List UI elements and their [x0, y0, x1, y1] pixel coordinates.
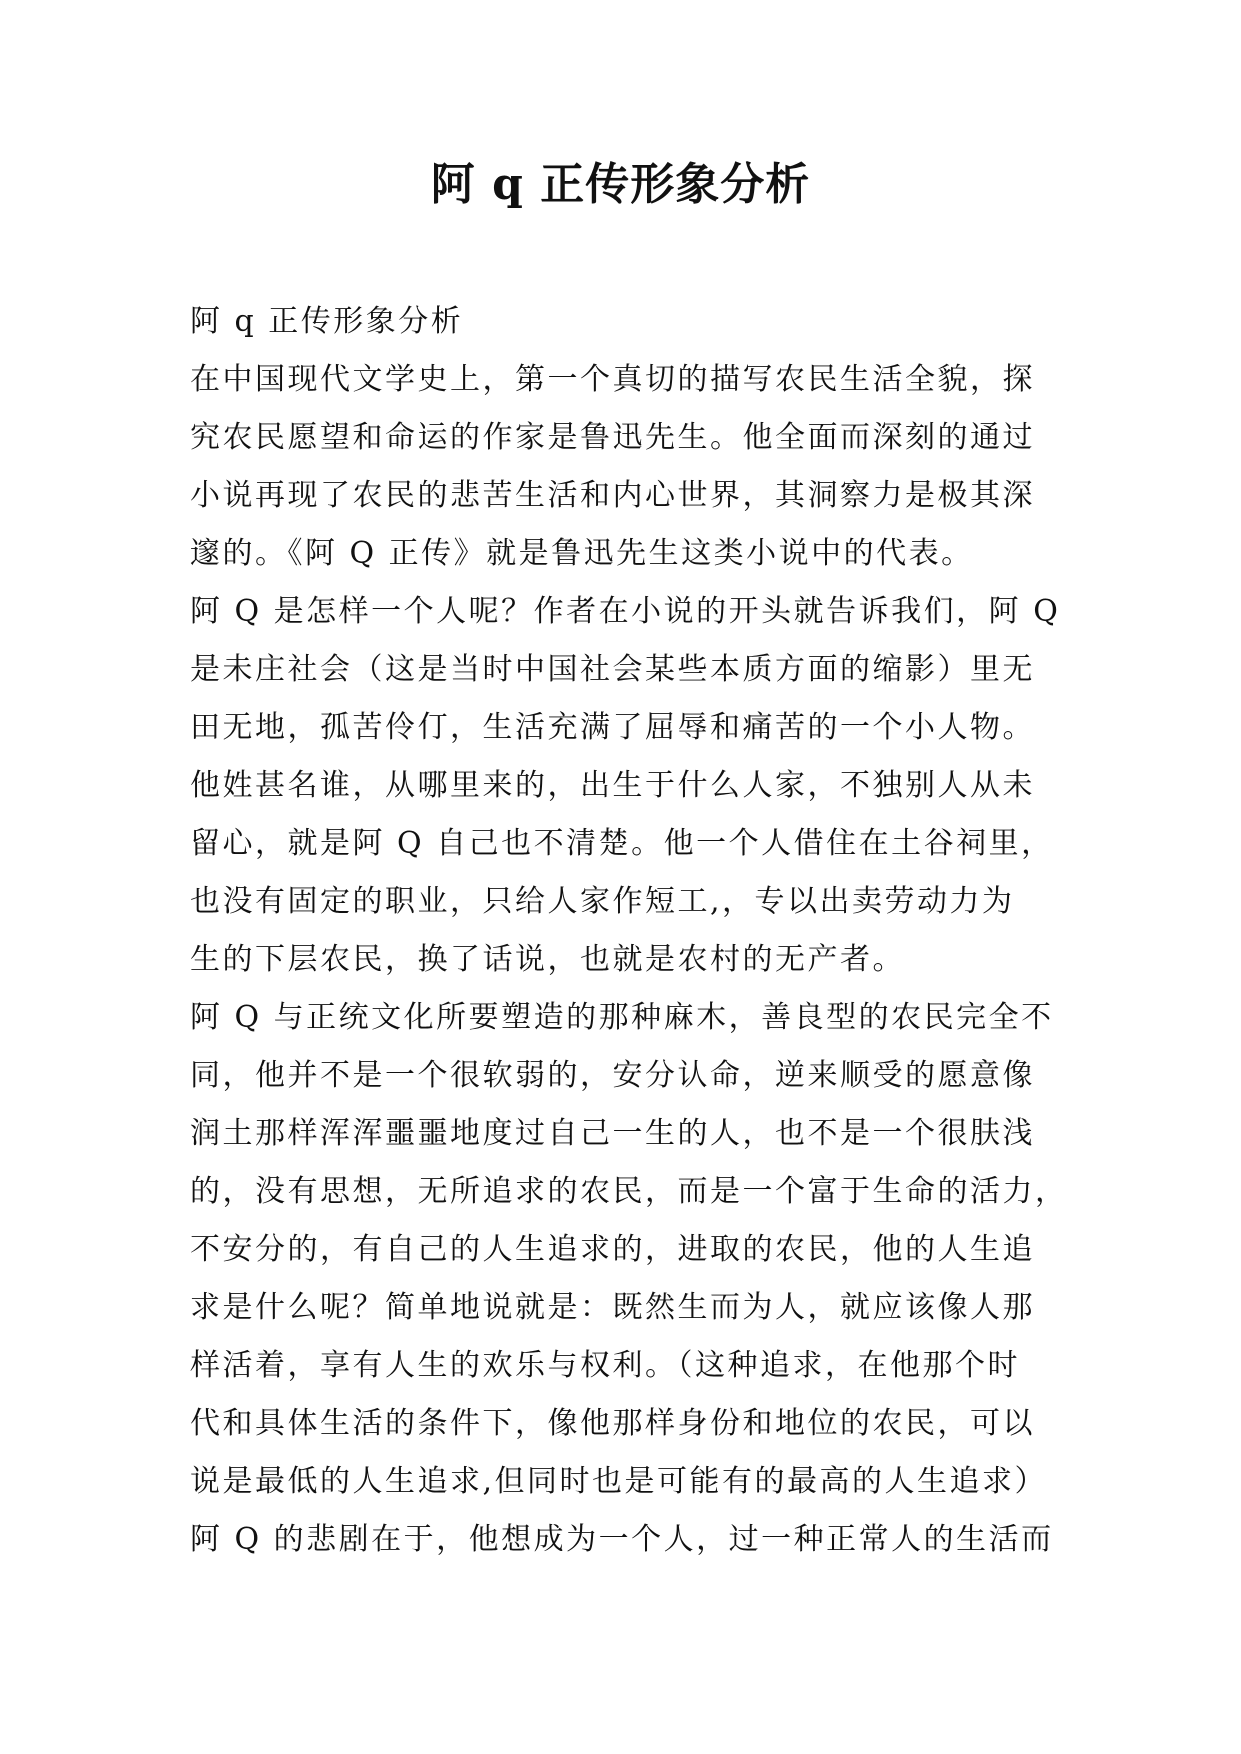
- document-body: [190, 293, 1070, 1569]
- text-line: 求是什么呢？简单地说就是：既然生而为人，就应该像人那: [190, 1290, 1035, 1325]
- text-line: 阿 Q 与正统文化所要塑造的那种麻木，善良型的农民完全不: [190, 1000, 1054, 1035]
- text-line: 小说再现了农民的悲苦生活和内心世界，其洞察力是极其深: [190, 478, 1035, 513]
- text-line: 代和具体生活的条件下，像他那样身份和地位的农民，可以: [190, 1406, 1035, 1441]
- text-line: 他姓甚名谁，从哪里来的，出生于什么人家，不独别人从未: [190, 768, 1035, 803]
- text-line: 润土那样浑浑噩噩地度过自己一生的人，也不是一个很肤浅: [190, 1116, 1035, 1151]
- text-line: 阿 q 正传形象分析: [190, 304, 464, 339]
- text-line: 田无地，孤苦伶仃，生活充满了屈辱和痛苦的一个小人物。: [190, 710, 1035, 745]
- text-line: 样活着，享有人生的欢乐与权利。（这种追求，在他那个时: [190, 1348, 1020, 1383]
- text-line: 邃的。《阿 Q 正传》就是鲁迅先生这类小说中的代表。: [190, 536, 974, 571]
- text-line: 是未庄社会（这是当时中国社会某些本质方面的缩影）里无: [190, 652, 1035, 687]
- document-title: 阿 q 正传形象分析: [430, 159, 811, 210]
- text-line: 生的下层农民，换了话说，也就是农村的无产者。: [190, 942, 905, 977]
- text-line: 究农民愿望和命运的作家是鲁迅先生。他全面而深刻的通过: [190, 420, 1035, 455]
- text-line: 说是最低的人生追求,但同时也是可能有的最高的人生追求）: [190, 1464, 1048, 1499]
- text-line: 留心，就是阿 Q 自己也不清楚。他一个人借住在土谷祠里，: [190, 826, 1054, 861]
- text-line: 的，没有思想，无所追求的农民，而是一个富于生命的活力，: [190, 1174, 1068, 1209]
- text-line: 也没有固定的职业，只给人家作短工,，专以出卖劳动力为: [190, 884, 1015, 919]
- text-line: 阿 Q 的悲剧在于，他想成为一个人，过一种正常人的生活而: [190, 1522, 1054, 1557]
- text-line: 阿 Q 是怎样一个人呢？作者在小说的开头就告诉我们，阿 Q: [190, 594, 1061, 629]
- text-line: 不安分的，有自己的人生追求的，进取的农民，他的人生追: [190, 1232, 1035, 1267]
- text-line: 在中国现代文学史上，第一个真切的描写农民生活全貌，探: [190, 362, 1035, 397]
- text-line: 同，他并不是一个很软弱的，安分认命，逆来顺受的愿意像: [190, 1058, 1035, 1093]
